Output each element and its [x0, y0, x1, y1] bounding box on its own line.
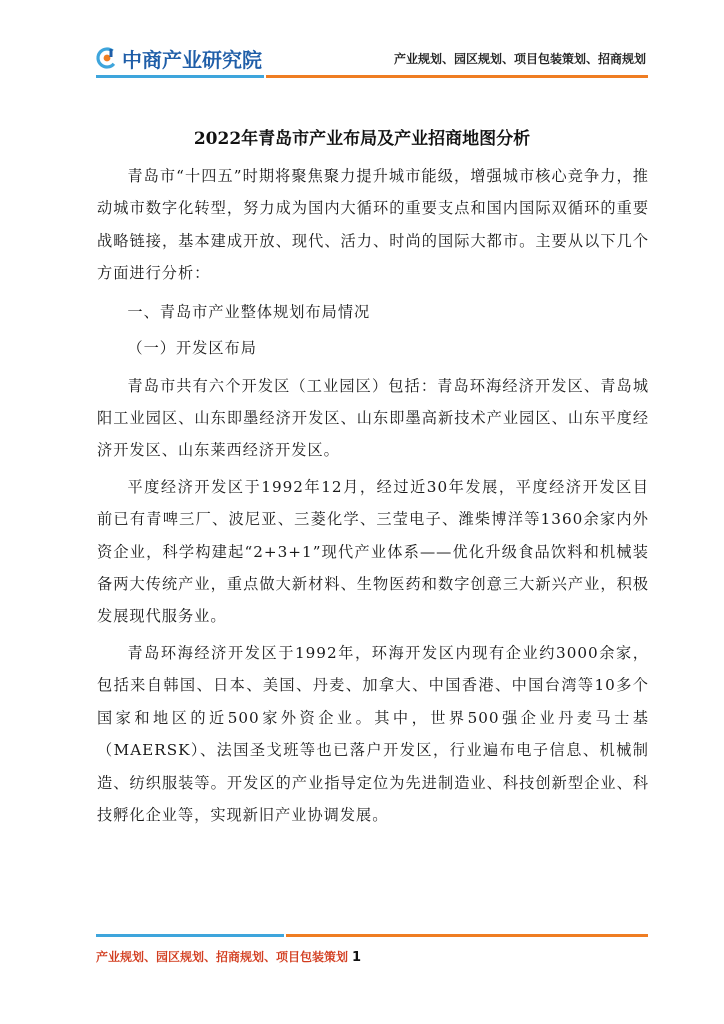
page-footer [96, 948, 361, 965]
paragraph-pingdu-zone: 平度经济开发区于1992年12月，经过近30年发展，平度经济开发区目前已有青啤三厂、波尼亚、三菱化学、三莹电子、潍柴博洋等1360余家内外资企业，科学构建起“2+3+1”现代产业体系——优化升级食品饮料和机械装备两大传统产业，重点做大新材料、生物医药和数字创意三大新兴产业，积极发展现代服务业。 [97, 477, 649, 626]
company-logo [96, 44, 262, 72]
header-tagline: 产业规划、园区规划、项目包装策划、招商规划 [393, 52, 646, 66]
footer-divider-blue [96, 934, 284, 937]
document-title: 2022年青岛市产业布局及产业招商地图分析 [193, 129, 531, 149]
footer-divider-orange [286, 934, 648, 937]
logo-mark-icon [96, 47, 118, 69]
footer-tagline: 产业规划、园区规划、招商规划、项目包装策划 [96, 950, 349, 964]
logo-text: 中商产业研究院 [122, 47, 262, 72]
paragraph-huanhai-zone: 青岛环海经济开发区于1992年，环海开发区内现有企业约3000余家，包括来自韩国、日本、美国、丹麦、加拿大、中国香港、中国台湾等10多个国家和地区的近500家外资企业。其中，世界500强企业丹麦马士基（MAERSK）、法国圣戈班等也已落户开发区，行业遍布电子信息、机械制造、纺织服装等。开发区的产业指导定位为先进制造业、科技创新型企业、科技孵化企业等，实现新旧产业协调发展。 [97, 643, 649, 824]
section-heading: 一、青岛市产业整体规划布局情况 [127, 302, 371, 321]
intro-paragraph: 青岛市“十四五”时期将聚焦聚力提升城市能级，增强城市核心竞争力，推动城市数字化转型，努力成为国内大循环的重要支点和国内国际双循环的重要战略链接，基本建成开放、现代、活力、时尚的国际大都市。主要从以下几个方面进行分析： [97, 167, 649, 283]
page-header [0, 0, 724, 90]
header-divider-blue [96, 75, 264, 78]
document-body [97, 160, 649, 831]
page-number: 1 [352, 950, 362, 965]
subsection-heading: （一）开发区布局 [127, 338, 257, 357]
header-divider-orange [266, 75, 648, 78]
paragraph-development-zones: 青岛市共有六个开发区（工业园区）包括：青岛环海经济开发区、青岛城阳工业园区、山东即墨经济开发区、山东即墨高新技术产业园区、山东平度经济开发区、山东莱西经济开发区。 [97, 376, 649, 460]
